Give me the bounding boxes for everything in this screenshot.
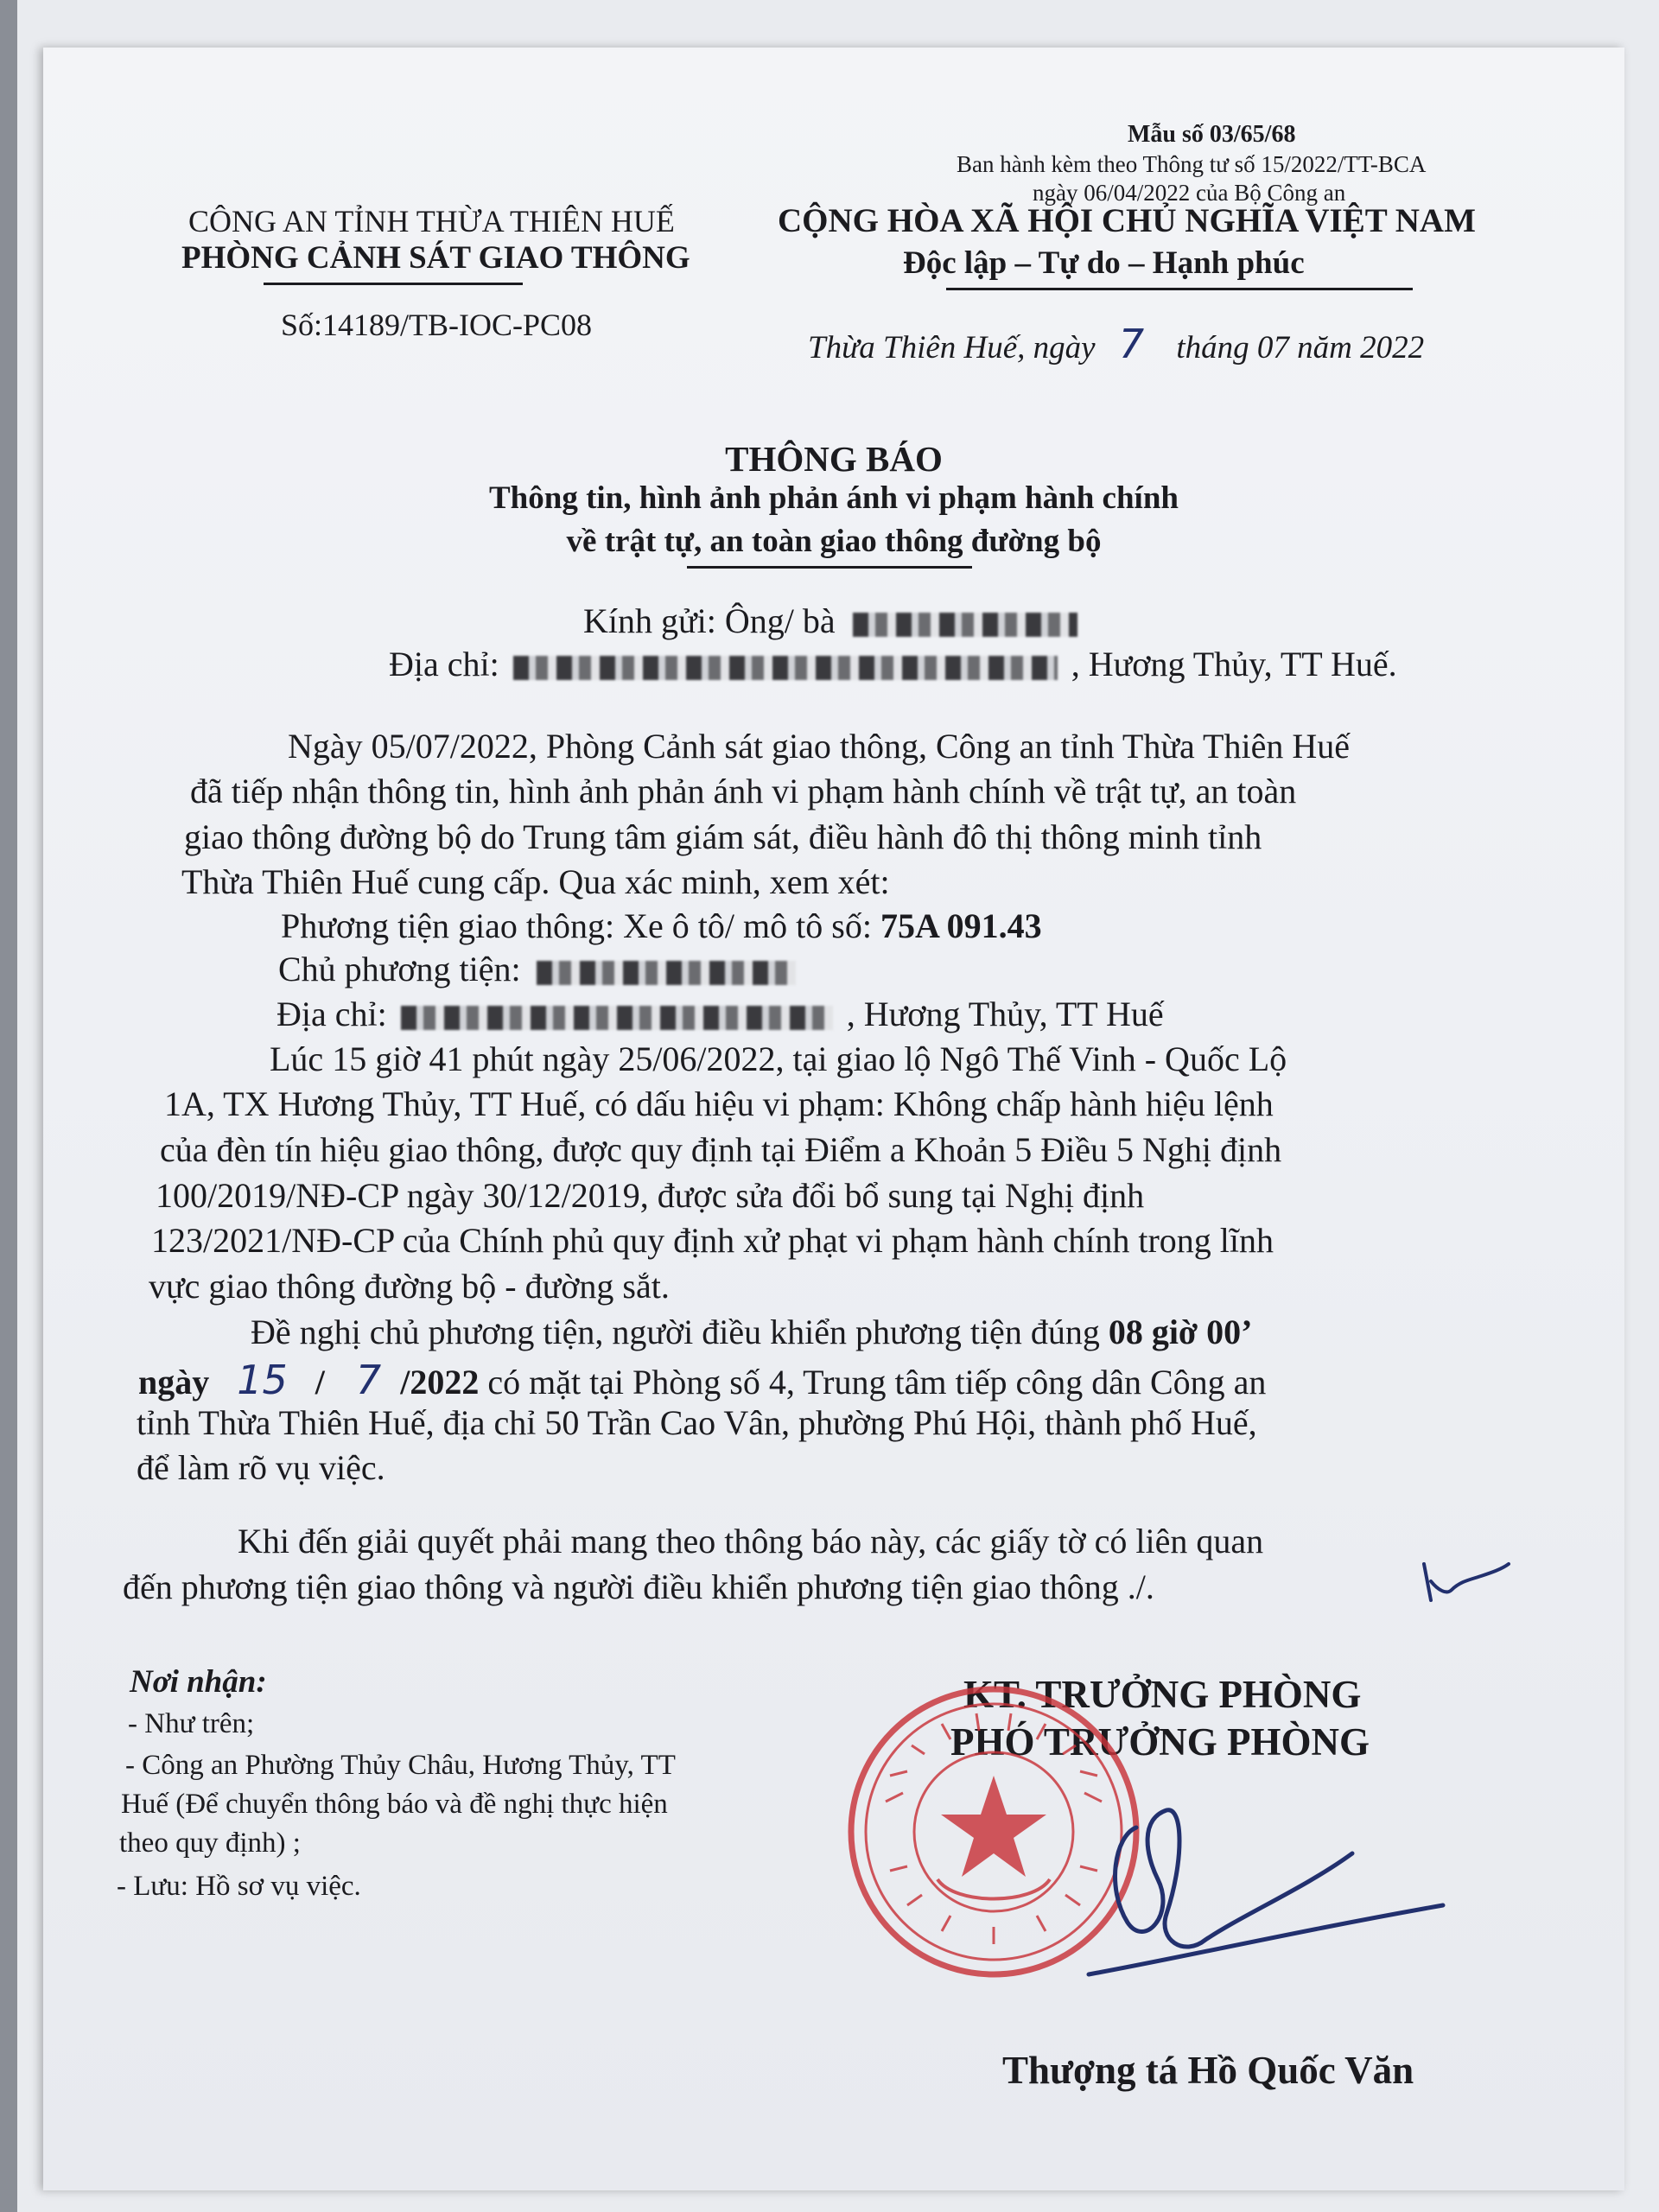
form-number: Mẫu số 03/65/68 xyxy=(1128,121,1296,148)
appointment-month-handwritten: 7 xyxy=(355,1357,382,1403)
appointment-time: 08 giờ 00’ xyxy=(1108,1313,1253,1351)
redacted-address xyxy=(513,656,1058,680)
recipient-address-label: Địa chỉ: xyxy=(389,645,499,683)
date-day-handwritten: 7 xyxy=(1118,321,1145,367)
signature-title-2: PHÓ TRƯỞNG PHÒNG xyxy=(950,1720,1370,1764)
recipient-address-line xyxy=(389,644,1397,684)
violation-line3: của đèn tín hiệu giao thông, được quy định tại Điểm a Khoản 5 Điều 5 Nghị định xyxy=(160,1130,1282,1169)
vehicle-address-label: Địa chỉ: xyxy=(276,995,387,1033)
recipient-line xyxy=(583,601,1077,641)
notice-subtitle-1: Thông tin, hình ảnh phản ánh vi phạm hành chính xyxy=(489,480,1179,516)
recipients-title: Nơi nhận: xyxy=(130,1664,267,1700)
vehicle-address-end: , Hương Thủy, TT Huế xyxy=(846,995,1164,1033)
recipients-item1: - Như trên; xyxy=(128,1708,255,1739)
document-page xyxy=(43,48,1624,2190)
nation-name: CỘNG HÒA XÃ HỘI CHỦ NGHĨA VIỆT NAM xyxy=(778,202,1476,239)
date-line xyxy=(808,321,1424,367)
owner-label: Chủ phương tiện: xyxy=(278,950,521,988)
paragraph1-line3: giao thông đường bộ do Trung tâm giám sát, điều hành đô thị thông minh tỉnh xyxy=(184,817,1262,856)
recipients-item2: - Công an Phường Thủy Châu, Hương Thủy, TT xyxy=(125,1750,676,1781)
agency-underline xyxy=(264,283,523,285)
request-location: có mặt tại Phòng số 4, Trung tâm tiếp công dân Công an xyxy=(487,1363,1267,1402)
closing-line1: Khi đến giải quyết phải mang theo thông báo này, các giấy tờ có liên quan xyxy=(238,1522,1264,1560)
violation-line1: Lúc 15 giờ 41 phút ngày 25/06/2022, tại giao lộ Ngô Thế Vinh - Quốc Lộ xyxy=(270,1039,1287,1078)
request-line2 xyxy=(138,1357,1266,1403)
paragraph1-line4: Thừa Thiên Huế cung cấp. Qua xác minh, xem xét: xyxy=(181,862,890,901)
agency-department: PHÒNG CẢNH SÁT GIAO THÔNG xyxy=(181,240,690,276)
violation-line6: vực giao thông đường bộ - đường sắt. xyxy=(149,1267,670,1306)
form-issued-line2: ngày 06/04/2022 của Bộ Công an xyxy=(1033,180,1346,206)
date-prefix: Thừa Thiên Huế, ngày xyxy=(808,330,1096,365)
date-slash: / xyxy=(315,1363,325,1402)
initials-mark xyxy=(1417,1555,1512,1616)
appointment-day-handwritten: 15 xyxy=(237,1357,288,1403)
request-line1 xyxy=(251,1312,1252,1352)
closing-line2: đến phương tiện giao thông và người điều khiển phương tiện giao thông ./. xyxy=(123,1567,1154,1606)
request-line3: tỉnh Thừa Thiên Huế, địa chỉ 50 Trần Cao Vân, phường Phú Hội, thành phố Huế, xyxy=(137,1403,1257,1442)
motto-underline xyxy=(946,288,1413,290)
request-line4: để làm rõ vụ việc. xyxy=(137,1448,385,1487)
form-issued-line1: Ban hành kèm theo Thông tư số 15/2022/TT-BCA xyxy=(957,151,1427,177)
vehicle-line xyxy=(281,906,1042,946)
violation-line2: 1A, TX Hương Thủy, TT Huế, có dấu hiệu vi phạm: Không chấp hành hiệu lệnh xyxy=(164,1084,1274,1123)
notice-subtitle-2: về trật tự, an toàn giao thông đường bộ xyxy=(566,524,1102,559)
paragraph1-line2: đã tiếp nhận thông tin, hình ảnh phản ánh vi phạm hành chính về trật tự, an toàn xyxy=(190,772,1297,810)
recipients-item3: Huế (Để chuyển thông báo và đề nghị thực hiện xyxy=(121,1789,668,1820)
vehicle-address-line xyxy=(276,994,1164,1034)
owner-line xyxy=(278,949,796,989)
signer-name: Thượng tá Hồ Quốc Văn xyxy=(1002,2049,1414,2092)
redacted-vehicle-address xyxy=(401,1006,833,1030)
recipients-item4: theo quy định) ; xyxy=(119,1827,301,1859)
title-underline xyxy=(687,566,972,569)
license-plate: 75A 091.43 xyxy=(880,906,1042,945)
violation-line4: 100/2019/NĐ-CP ngày 30/12/2019, được sửa đổi bổ sung tại Nghị định xyxy=(156,1176,1145,1215)
recipients-item5: - Lưu: Hồ sơ vụ việc. xyxy=(117,1871,361,1902)
violation-line5: 123/2021/NĐ-CP của Chính phủ quy định xử phạt vi phạm hành chính trong lĩnh xyxy=(151,1221,1274,1260)
redacted-name xyxy=(853,613,1077,637)
nation-motto: Độc lập – Tự do – Hạnh phúc xyxy=(903,245,1305,281)
notice-title: THÔNG BÁO xyxy=(725,439,943,479)
recipient-label: Kính gửi: Ông/ bà xyxy=(583,601,836,640)
handwritten-signature-icon xyxy=(1054,1784,1503,2009)
document-number: Số:14189/TB-IOC-PC08 xyxy=(281,308,593,342)
vehicle-label: Phương tiện giao thông: Xe ô tô/ mô tô số: xyxy=(281,906,872,945)
recipient-address-end: , Hương Thủy, TT Huế. xyxy=(1071,645,1397,683)
redacted-owner xyxy=(537,961,796,985)
signature-title-1: KT. TRƯỞNG PHÒNG xyxy=(963,1673,1362,1716)
appointment-year: /2022 xyxy=(400,1363,480,1402)
request-prefix: Đề nghị chủ phương tiện, người điều khiển phương tiện đúng xyxy=(251,1313,1100,1351)
paragraph1-line1: Ngày 05/07/2022, Phòng Cảnh sát giao thông, Công an tỉnh Thừa Thiên Huế xyxy=(288,727,1350,766)
date-suffix: tháng 07 năm 2022 xyxy=(1176,330,1425,365)
agency-name: CÔNG AN TỈNH THỪA THIÊN HUẾ xyxy=(188,204,675,238)
appointment-date-label: ngày xyxy=(138,1363,210,1402)
